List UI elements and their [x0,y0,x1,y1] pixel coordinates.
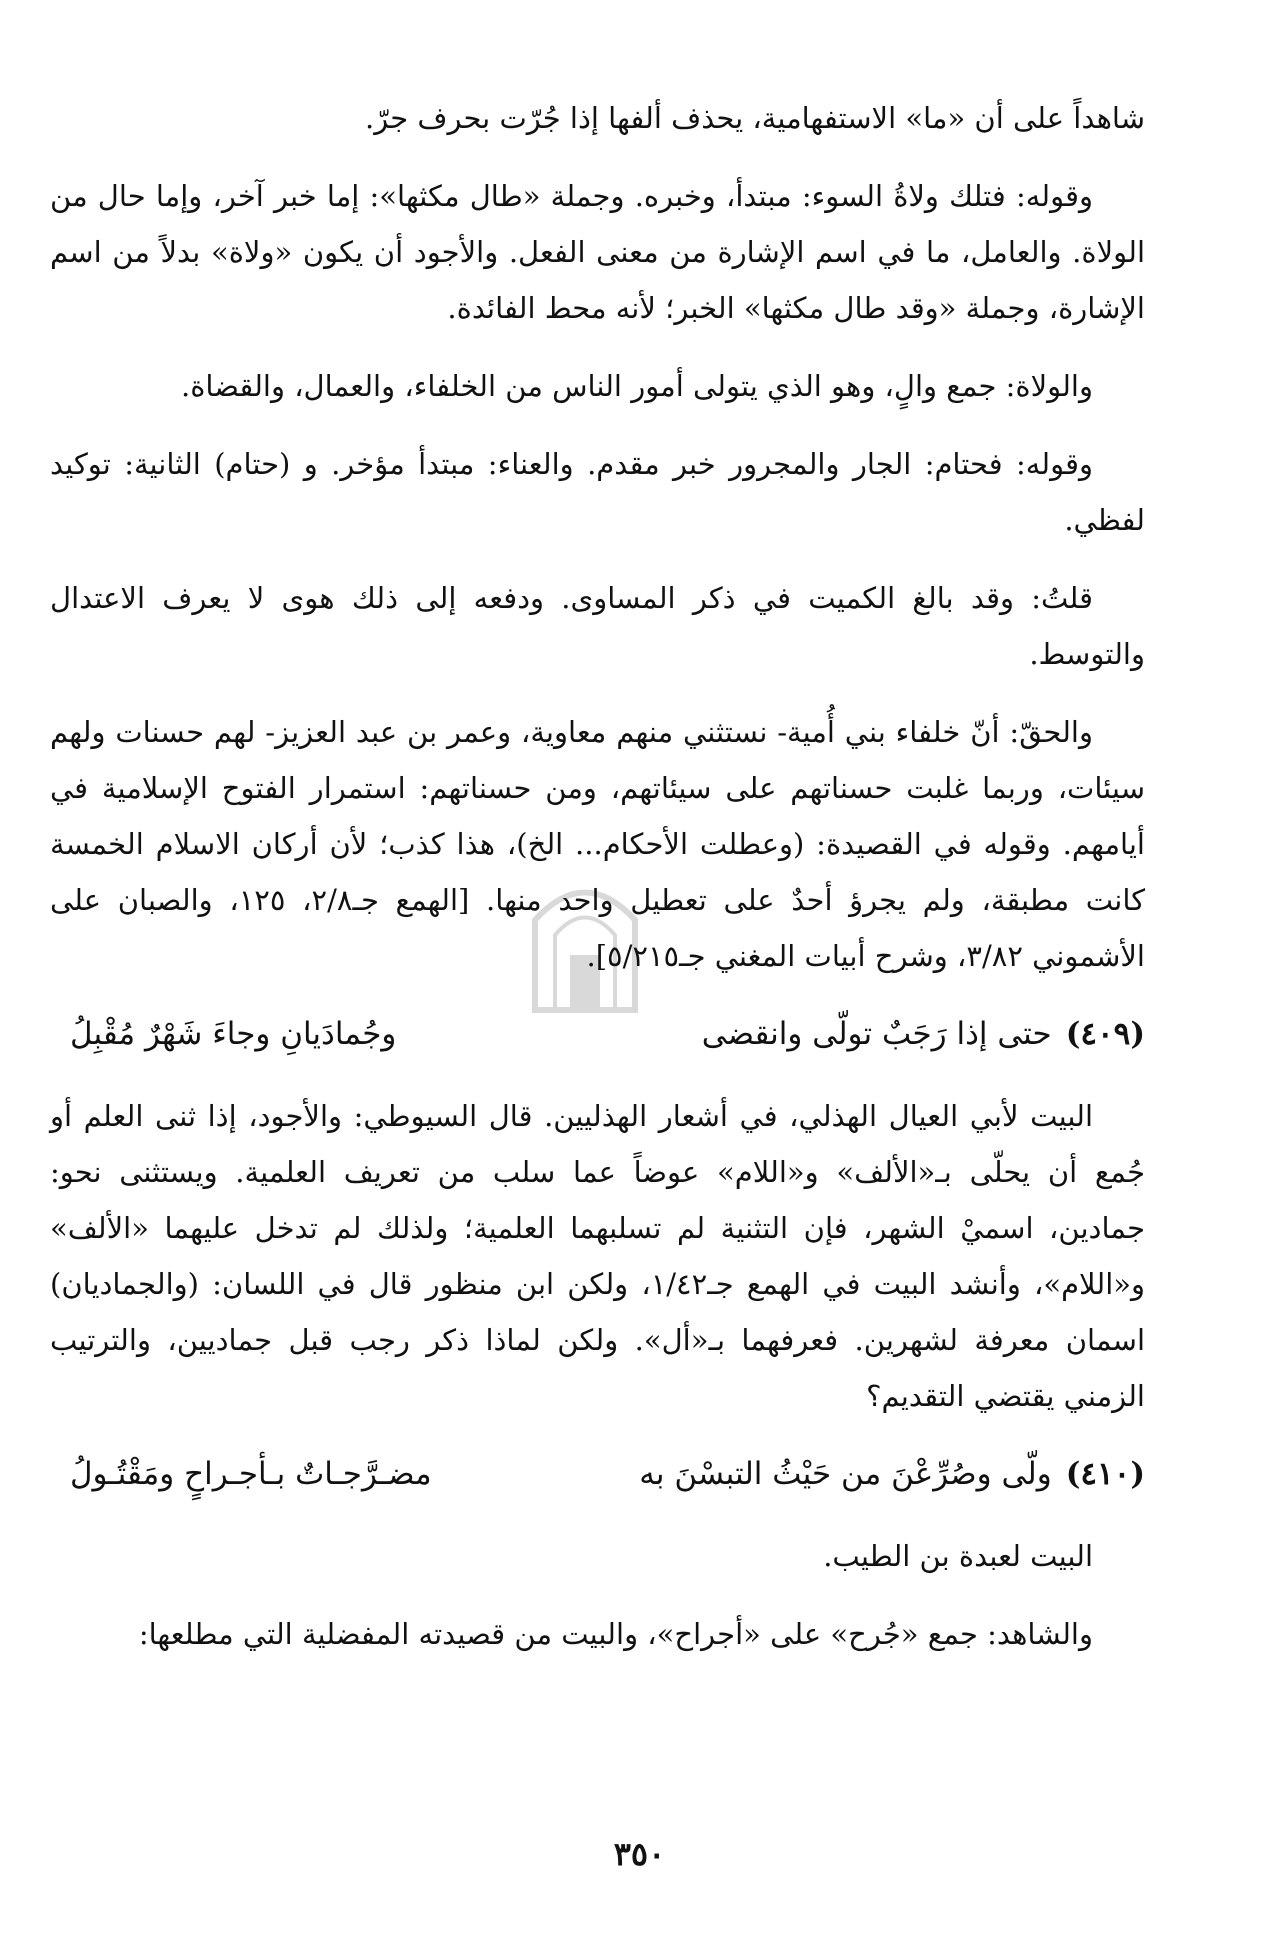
paragraph-6: والحقّ: أنّ خلفاء بني أُمية- نستثني منهم معاوية، وعمر بن عبد العزيز- لهم حسنات ولهم سيئات، وربما غلبت حسناتهم على سيئاتهم، ومن حسناتهم: استمرار الفتوح الإسلامية في أيامهم. وقوله في القصيدة: (وعطلت الأحكام... الخ)، هذا كذب؛ لأن أركان الاسلام الخمسة كانت مطبقة، ولم يجرؤ أحدٌ على تعطيل واحد منها. [الهمع جـ٢/٨، ١٢٥، والصبان على الأشموني ٣/٨٢، وشرح أبيات المغني جـ٥/٢١٥]. [50,715,1146,973]
document-body [50,90,1145,1684]
verse-409-hemistich-2: وجُمادَيانِ وجاءَ شَهْرٌ مُقْبِلُ [70,1016,397,1052]
paragraph-5: قلتُ: وقد بالغ الكميت في ذكر المساوى. ودفعه إلى ذلك هوى لا يعرف الاعتدال والتوسط. [50,581,1145,671]
paragraph-1: شاهداً على أن «ما» الاستفهامية، يحذف ألفها إذا جُرّت بحرف جرّ. [365,101,1145,135]
page-number: ٣٥٠ [613,1835,666,1873]
verse-409-first-half [702,1006,1145,1062]
verse-410-hemistich-2: مضـرَّجـاتٌ بـأجـراحٍ ومَقْتُـولُ [70,1456,432,1492]
verse-409-hemistich-1: حتى إذا رَجَبٌ تولّى وانقضى [701,1016,1052,1052]
verse-410-number: (٤١٠) [1065,1456,1145,1492]
paragraph-7: البيت لأبي العيال الهذلي، في أشعار الهذليين. قال السيوطي: والأجود، إذا ثنى العلم أو جُمع أن يحلّى بـ«الألف» و«اللام» عوضاً عما سلب من تعريف العلمية. ويستثنى نحو: جمادين، اسميْ الشهر، فإن التثنية لم تسلبهما العلمية؛ ولذلك لم تدخل عليهما «الألف» و«اللام»، وأنشد البيت في الهمع جـ١/٤٢، ولكن ابن منظور قال في اللسان: (والجماديان) اسمان معرفة لشهرين. فعرفهما بـ«أل». ولكن لماذا ذكر رجب قبل جماديين، والترتيب الزمني يقتضي التقديم؟ [50,1099,1146,1413]
verse-409 [50,1006,1145,1062]
verse-410-hemistich-1: ولّى وصُرِّعْنَ من حَيْثُ التبسْنَ به [639,1456,1052,1492]
paragraph-9: والشاهد: جمع «جُرح» على «أجراح»، والبيت من قصيدته المفضلية التي مطلعها: [138,1617,1093,1651]
verse-409-number: (٤٠٩) [1065,1016,1145,1052]
verse-410-first-half [639,1446,1145,1502]
verse-410 [50,1446,1145,1502]
paragraph-4: وقوله: فحتام: الجار والمجرور خبر مقدم. والعناء: مبتدأ مؤخر. و (حتام) الثانية: توكيد لفظي. [50,447,1145,537]
paragraph-8: البيت لعبدة بن الطيب. [823,1539,1093,1573]
paragraph-2: وقوله: فتلك ولاةُ السوء: مبتدأ، وخبره. وجملة «طال مكثها»: إما خبر آخر، وإما حال من الولاة. والعامل، ما في اسم الإشارة من معنى الفعل. والأجود أن يكون «ولاة» بدلاً من اسم الإشارة، وجملة «وقد طال مكثها» الخبر؛ لأنه محط الفائدة. [50,179,1145,325]
paragraph-3: والولاة: جمع والٍ، وهو الذي يتولى أمور الناس من الخلفاء، والعمال، والقضاة. [181,369,1093,403]
